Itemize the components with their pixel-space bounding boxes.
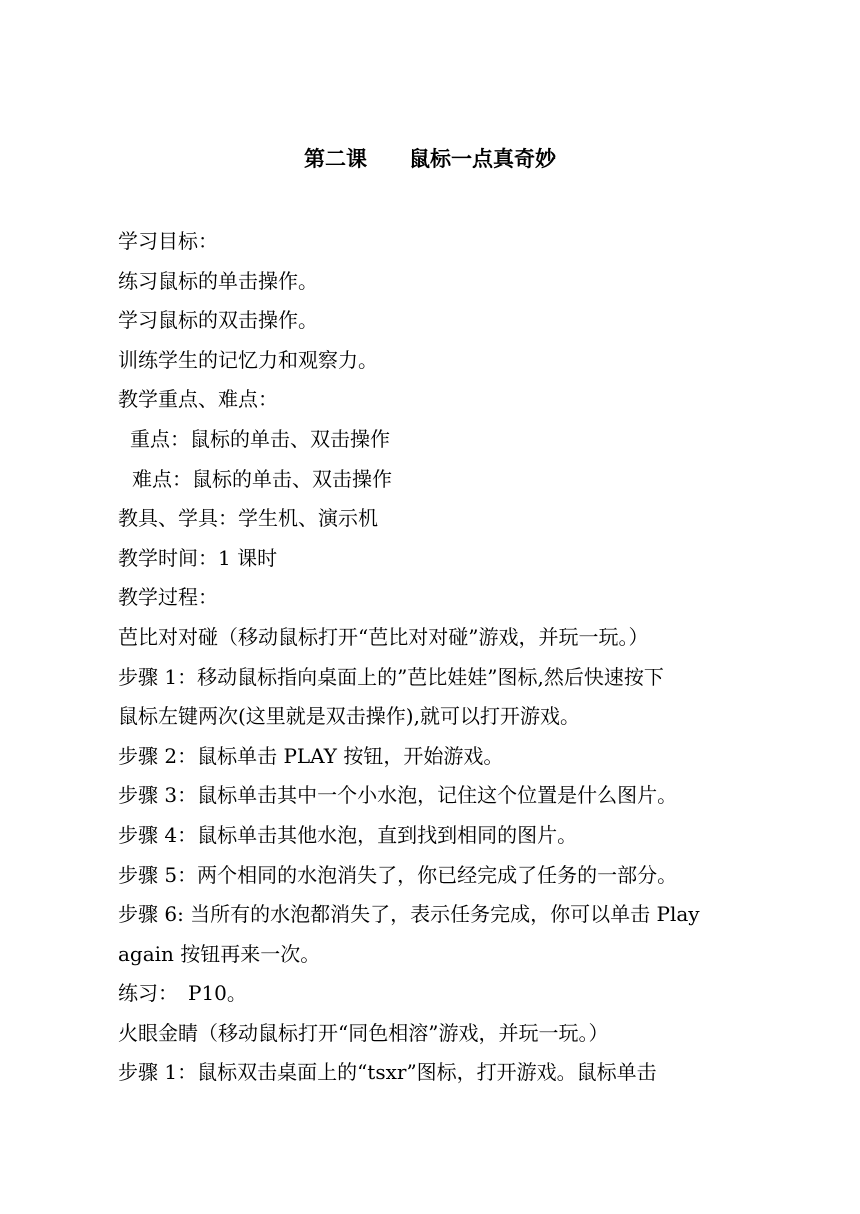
lesson-title: 第二课 鼠标一点真奇妙 (304, 146, 556, 171)
activity-2-heading: 火眼金睛（移动鼠标打开“同色相溶”游戏，并玩一玩。） (118, 1020, 609, 1045)
difficult-point-line: 难点：鼠标的单击、双击操作 (132, 466, 392, 491)
goal-line-3: 训练学生的记忆力和观察力。 (118, 347, 378, 372)
activity-1-step-1-line-1: 步骤 1：移动鼠标指向桌面上的”芭比娃娃”图标,然后快速按下 (118, 664, 664, 689)
activity-1-step-6-line-1: 步骤 6: 当所有的水泡都消失了，表示任务完成，你可以单击 Play (118, 902, 700, 927)
lesson-body (118, 222, 768, 1093)
teaching-process-heading: 教学过程： (118, 585, 218, 610)
activity-1-step-6-line-2: again 按钮再来一次。 (118, 941, 321, 966)
key-points-heading: 教学重点、难点： (118, 387, 278, 412)
activity-1-step-2: 步骤 2：鼠标单击 PLAY 按钮，开始游戏。 (118, 743, 504, 768)
activity-1-step-3: 步骤 3：鼠标单击其中一个小水泡，记住这个位置是什么图片。 (118, 783, 678, 808)
activity-2-step-1: 步骤 1：鼠标双击桌面上的“tsxr”图标，打开游戏。鼠标单击 (118, 1060, 657, 1085)
activity-1-step-1-line-2: 鼠标左键两次(这里就是双击操作),就可以打开游戏。 (118, 704, 580, 729)
learning-goals-heading: 学习目标： (118, 229, 218, 253)
exercise-line: 练习： P10。 (118, 981, 247, 1006)
activity-1-step-4: 步骤 4：鼠标单击其他水泡，直到找到相同的图片。 (118, 822, 578, 847)
goal-line-2: 学习鼠标的双击操作。 (118, 308, 318, 333)
teaching-time-line: 教学时间：1 课时 (118, 545, 278, 570)
activity-1-step-5: 步骤 5：两个相同的水泡消失了，你已经完成了任务的一部分。 (118, 862, 678, 887)
goal-line-1: 练习鼠标的单击操作。 (118, 268, 318, 293)
activity-1-heading: 芭比对对碰（移动鼠标打开“芭比对对碰”游戏，并玩一玩。） (118, 624, 649, 649)
teaching-tools-line: 教具、学具：学生机、演示机 (118, 506, 378, 531)
key-point-line: 重点：鼠标的单击、双击操作 (130, 426, 390, 451)
